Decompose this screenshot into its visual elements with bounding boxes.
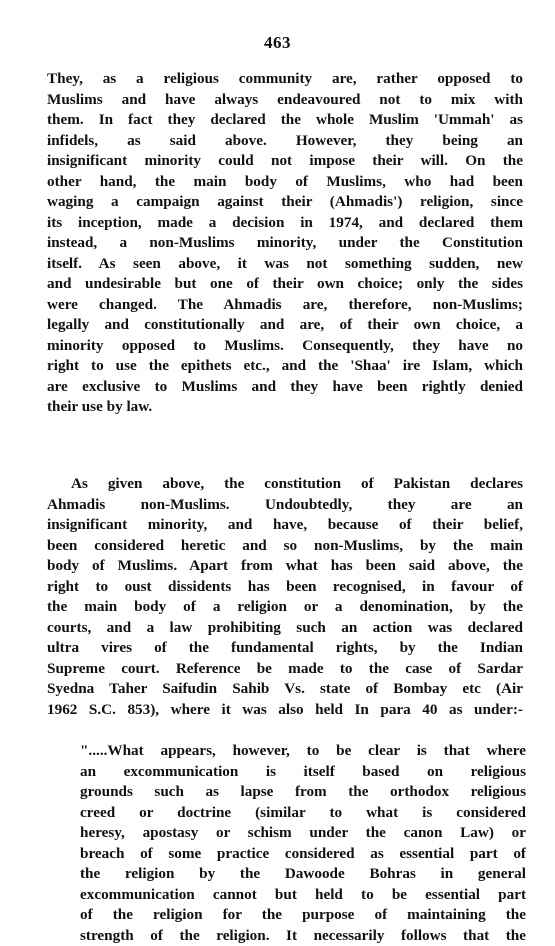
paragraph-1-line: and undesirable but one of their own choice; only the sides xyxy=(47,274,523,295)
paragraph-2-line: the main body of a religion or a denomination, by the xyxy=(47,597,523,618)
paragraph-2-line: As given above, the constitution of Pakistan declares xyxy=(47,474,523,495)
paragraph-2-line: Supreme court. Reference be made to the case of Sardar xyxy=(47,659,523,680)
paragraph-1-line: were changed. The Ahmadis are, therefore, non-Muslims; xyxy=(47,295,523,316)
paragraph-1-line: are exclusive to Muslims and they have been rightly denied xyxy=(47,377,523,398)
quote-line: the religion by the Dawoode Bohras in general xyxy=(80,864,526,885)
paragraph-2-line: body of Muslims. Apart from what has been said above, the xyxy=(47,556,523,577)
quote-line: heresy, apostasy or schism under the canon Law) or xyxy=(80,823,526,844)
quote-line: strength of the religion. It necessarily follows that the xyxy=(80,926,526,946)
paragraph-1-line: waging a campaign against their (Ahmadis') religion, since xyxy=(47,192,523,213)
quote-line: excommunication cannot but held to be essential part xyxy=(80,885,526,906)
quote-line: grounds such as lapse from the orthodox religious xyxy=(80,782,526,803)
paragraph-1-line: right to use the epithets etc., and the 'Shaa' ire Islam, which xyxy=(47,356,523,377)
paragraph-1-line: other hand, the main body of Muslims, who had been xyxy=(47,172,523,193)
block-quote xyxy=(80,741,526,946)
paragraph-2-line: Syedna Taher Saifudin Sahib Vs. state of Bombay etc (Air xyxy=(47,679,523,700)
paragraph-1-line: insignificant minority could not impose their will. On the xyxy=(47,151,523,172)
quote-line: of the religion for the purpose of maintaining the xyxy=(80,905,526,926)
paragraph-2 xyxy=(47,474,523,720)
paragraph-1-line: They, as a religious community are, rather opposed to xyxy=(47,69,523,90)
paragraph-1-line: them. In fact they declared the whole Muslim 'Ummah' as xyxy=(47,110,523,131)
paragraph-2-line: 1962 S.C. 853), where it was also held In para 40 as under:- xyxy=(47,700,523,721)
quote-line: creed or doctrine (similar to what is considered xyxy=(80,803,526,824)
paragraph-1-line: infidels, as said above. However, they being an xyxy=(47,131,523,152)
paragraph-1-line: Muslims and have always endeavoured not to mix with xyxy=(47,90,523,111)
page-number: 463 xyxy=(0,33,555,53)
paragraph-2-line: courts, and a law prohibiting such an action was declared xyxy=(47,618,523,639)
paragraph-1-line: legally and constitutionally and are, of their own choice, a xyxy=(47,315,523,336)
quote-line: breach of some practice considered as essential part of xyxy=(80,844,526,865)
paragraph-1-line: its inception, made a decision in 1974, and declared them xyxy=(47,213,523,234)
paragraph-2-line: insignificant minority, and have, because of their belief, xyxy=(47,515,523,536)
paragraph-1 xyxy=(47,69,523,418)
paragraph-2-line: been considered heretic and so non-Muslims, by the main xyxy=(47,536,523,557)
quote-line: ".....What appears, however, to be clear is that where xyxy=(80,741,526,762)
paragraph-1-line: itself. As seen above, it was not something sudden, new xyxy=(47,254,523,275)
paragraph-2-line: Ahmadis non-Muslims. Undoubtedly, they are an xyxy=(47,495,523,516)
paragraph-2-line: ultra vires of the fundamental rights, by the Indian xyxy=(47,638,523,659)
paragraph-1-line: their use by law. xyxy=(47,397,523,418)
paragraph-2-line: right to oust dissidents has been recognised, in favour of xyxy=(47,577,523,598)
paragraph-1-line: minority opposed to Muslims. Consequently, they have no xyxy=(47,336,523,357)
paragraph-1-line: instead, a non-Muslims minority, under the Constitution xyxy=(47,233,523,254)
quote-line: an excommunication is itself based on religious xyxy=(80,762,526,783)
